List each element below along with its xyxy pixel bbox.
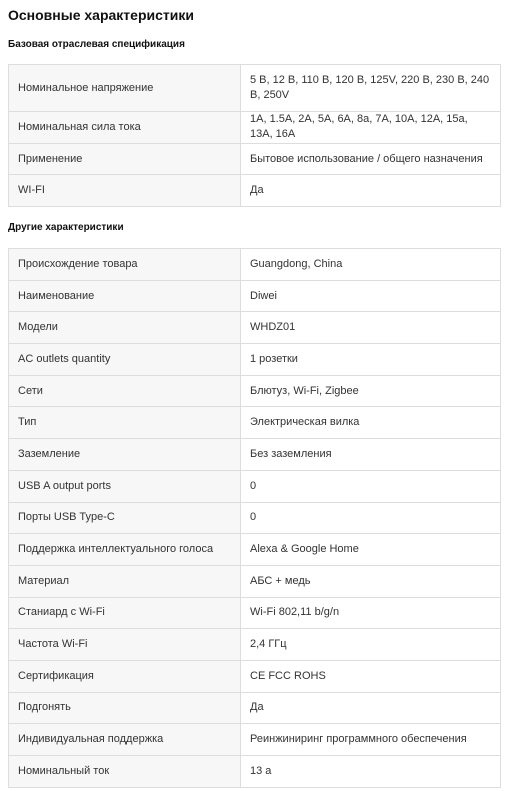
spec-label: Номинальная сила тока (9, 112, 241, 144)
spec-label: Номинальное напряжение (9, 65, 241, 112)
spec-label: Сертификация (9, 660, 241, 692)
spec-value: Wi-Fi 802,11 b/g/n (241, 597, 501, 629)
spec-label: Применение (9, 143, 241, 175)
table-row (9, 534, 501, 566)
spec-label: Поддержка интеллектуального голоса (9, 534, 241, 566)
spec-value: Реинжиниринг программного обеспечения (241, 724, 501, 756)
spec-value: 13 а (241, 756, 501, 788)
spec-label: Наименование (9, 280, 241, 312)
spec-value: Да (241, 692, 501, 724)
spec-value: АБС + медь (241, 565, 501, 597)
spec-value: Guangdong, China (241, 249, 501, 281)
spec-value: Да (241, 175, 501, 207)
table-row (9, 375, 501, 407)
table-row (9, 280, 501, 312)
spec-label: Подгонять (9, 692, 241, 724)
table-row (9, 597, 501, 629)
spec-value: 1A, 1.5A, 2A, 5A, 6A, 8a, 7A, 10A, 12A, 15a, 13A, 16A (241, 112, 501, 144)
spec-value: Diwei (241, 280, 501, 312)
table-row (9, 629, 501, 661)
spec-label: Индивидуальная поддержка (9, 724, 241, 756)
spec-value: 0 (241, 470, 501, 502)
spec-label: USB A output ports (9, 470, 241, 502)
table-row (9, 660, 501, 692)
table-row (9, 502, 501, 534)
section-title-other: Другие характеристики (8, 222, 124, 233)
table-row (9, 756, 501, 788)
spec-value: 1 розетки (241, 344, 501, 376)
spec-value: Без заземления (241, 439, 501, 471)
table-row (9, 249, 501, 281)
spec-label: Происхождение товара (9, 249, 241, 281)
spec-label: Номинальный ток (9, 756, 241, 788)
table-row (9, 439, 501, 471)
table-row (9, 470, 501, 502)
table-row (9, 692, 501, 724)
spec-value: Блютуз, Wi-Fi, Zigbee (241, 375, 501, 407)
spec-value: 2,4 ГГц (241, 629, 501, 661)
spec-value: Электрическая вилка (241, 407, 501, 439)
table-row (9, 65, 501, 112)
spec-label: AC outlets quantity (9, 344, 241, 376)
table-row (9, 344, 501, 376)
table-row (9, 112, 501, 144)
spec-label: Модели (9, 312, 241, 344)
table-row (9, 175, 501, 207)
spec-label: Порты USB Type-C (9, 502, 241, 534)
section-title-basic: Базовая отраслевая спецификация (8, 39, 185, 50)
spec-value: Alexa & Google Home (241, 534, 501, 566)
spec-value: Бытовое использование / общего назначения (241, 143, 501, 175)
spec-table-other (8, 248, 501, 788)
table-row (9, 407, 501, 439)
spec-label: Заземление (9, 439, 241, 471)
spec-value: 0 (241, 502, 501, 534)
table-row (9, 724, 501, 756)
spec-value: CE FCC ROHS (241, 660, 501, 692)
spec-table-basic (8, 64, 501, 207)
spec-value: WHDZ01 (241, 312, 501, 344)
spec-label: Тип (9, 407, 241, 439)
page-title: Основные характеристики (8, 7, 194, 23)
spec-value: 5 В, 12 В, 110 В, 120 В, 125V, 220 В, 230 В, 240 В, 250V (241, 65, 501, 112)
spec-label: Материал (9, 565, 241, 597)
spec-label: Сети (9, 375, 241, 407)
table-row (9, 312, 501, 344)
table-row (9, 565, 501, 597)
spec-label: Станиард с Wi-Fi (9, 597, 241, 629)
spec-label: WI-FI (9, 175, 241, 207)
spec-label: Частота Wi-Fi (9, 629, 241, 661)
table-row (9, 143, 501, 175)
